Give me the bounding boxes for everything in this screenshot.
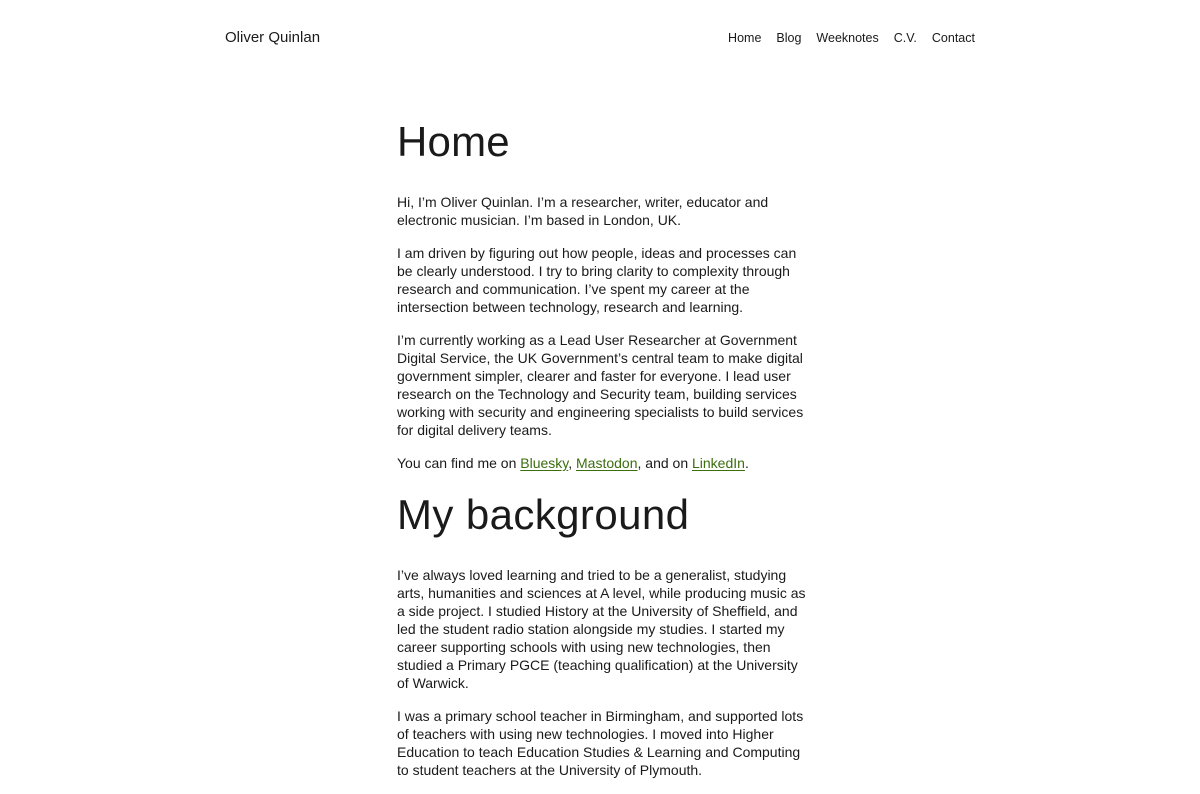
background-paragraph-1: I’ve always loved learning and tried to be a generalist, studying arts, humanities and sciences at A level, while producing music as a side project. I studied History at the University of Sheffield, and led the student radio station alongside my studies. I started my career supporting schools with using new technologies, then studied a Primary PGCE (teaching qualification) at the University of Warwick. bbox=[397, 567, 806, 691]
find-me-paragraph bbox=[397, 454, 807, 472]
find-me-prefix: You can find me on bbox=[397, 455, 521, 471]
nav-contact[interactable]: Contact bbox=[931, 31, 975, 45]
intro-paragraph-1: Hi, I’m Oliver Quinlan. I’m a researcher, writer, educator and electronic musician. I’m based in London, UK. bbox=[397, 194, 769, 228]
site-header bbox=[0, 0, 1200, 76]
linkedin-link[interactable]: LinkedIn bbox=[692, 455, 745, 471]
background-paragraph-2: I was a primary school teacher in Birmingham, and supported lots of teachers with using new technologies. I moved into Higher Education to teach Education Studies & Learning and Computing to student teachers at the University of Plymouth. bbox=[397, 708, 804, 778]
nav-cv[interactable]: C.V. bbox=[893, 31, 917, 45]
mastodon-link[interactable]: Mastodon bbox=[576, 455, 638, 471]
intro-paragraph-2: I am driven by figuring out how people, ideas and processes can be clearly understood. I try to bring clarity to complexity through research and communication. I’ve spent my career at the intersection between technology, research and learning. bbox=[397, 245, 797, 315]
nav-blog[interactable]: Blog bbox=[776, 31, 802, 45]
find-me-suffix: . bbox=[744, 455, 749, 471]
nav-home[interactable]: Home bbox=[728, 31, 762, 45]
page-title: Home bbox=[397, 118, 510, 165]
main-nav bbox=[728, 30, 975, 46]
bluesky-link[interactable]: Bluesky bbox=[520, 455, 569, 471]
nav-weeknotes[interactable]: Weeknotes bbox=[816, 31, 879, 45]
main-content bbox=[397, 114, 807, 794]
site-title-link[interactable]: Oliver Quinlan bbox=[225, 29, 321, 46]
intro-paragraph-3: I’m currently working as a Lead User Researcher at Government Digital Service, the UK Government’s central team to make digital government simpler, clearer and faster for everyone. I lead user research on the Technology and Security team, building services working with security and engineering specialists to build services for digital delivery teams. bbox=[397, 332, 804, 438]
background-heading: My background bbox=[397, 491, 690, 538]
find-me-separator-1: , bbox=[568, 455, 577, 471]
find-me-separator-2: , and on bbox=[637, 455, 692, 471]
